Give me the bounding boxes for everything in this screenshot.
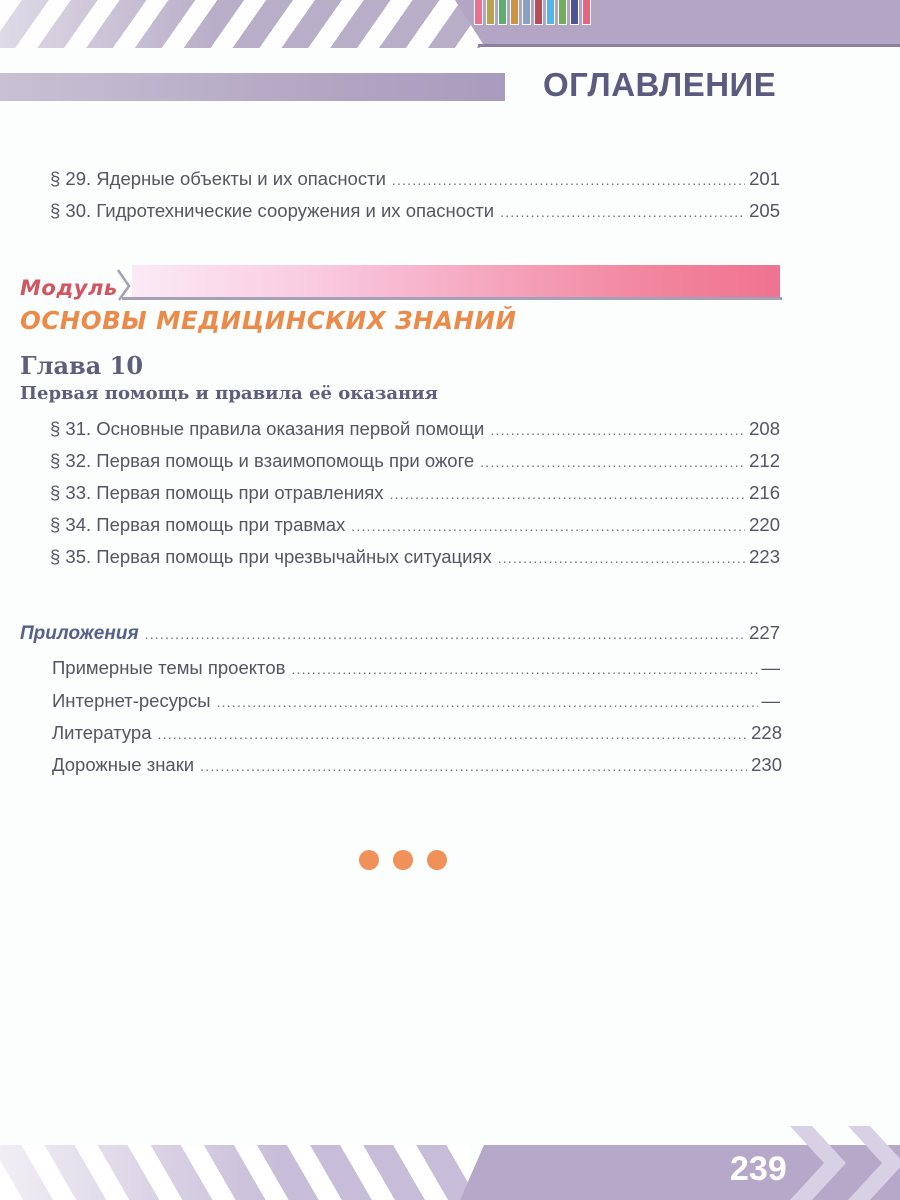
color-bars-decoration: [474, 0, 591, 24]
ornament-dot-icon: [427, 850, 447, 870]
toc-entry-label: § 35. Первая помощь при чрезвычайных ситуациях: [50, 546, 492, 567]
chevron-right-icon: [790, 1126, 850, 1200]
color-bar: [522, 0, 531, 25]
toc-entry-label: Литература: [52, 722, 152, 743]
color-bar: [474, 0, 483, 25]
toc-entry-page: 205: [749, 200, 780, 221]
ornament-dot-icon: [393, 850, 413, 870]
toc-entry-page: 223: [749, 546, 780, 567]
toc-entry[interactable]: [50, 546, 780, 568]
toc-entry-appendix[interactable]: [20, 622, 780, 645]
toc-entry-label: § 31. Основные правила оказания первой помощи: [50, 418, 485, 439]
toc-entry-page: 212: [749, 450, 780, 471]
dot-leader: [490, 422, 745, 438]
header-stripes-decoration: [0, 0, 480, 48]
dot-leader: [392, 172, 745, 188]
module-name: ОСНОВЫ МЕДИЦИНСКИХ ЗНАНИЙ: [20, 306, 517, 335]
toc-entry-label: § 33. Первая помощь при отравлениях: [50, 482, 384, 503]
module-label: Модуль: [20, 276, 118, 300]
toc-entry-page: —: [761, 690, 780, 711]
toc-entry[interactable]: [52, 754, 782, 776]
dot-leader: [351, 518, 745, 534]
color-bar: [510, 0, 519, 25]
ornament-dot-icon: [359, 850, 379, 870]
toc-entry-label: § 32. Первая помощь и взаимопомощь при ожоге: [50, 450, 475, 471]
title-bar-decoration: [0, 73, 505, 101]
color-bar: [582, 0, 591, 25]
dot-leader: [145, 626, 745, 642]
page-number: 239: [730, 1150, 787, 1188]
dot-leader: [158, 726, 748, 742]
color-bar: [534, 0, 543, 25]
chapter-number: Глава 10: [20, 351, 144, 380]
chapter-title: Первая помощь и правила её оказания: [20, 383, 438, 404]
chevron-right-icon: [848, 1126, 900, 1200]
toc-entry[interactable]: [52, 722, 782, 744]
dot-leader: [200, 758, 747, 774]
toc-entry-page: 216: [749, 482, 780, 503]
toc-entry[interactable]: [50, 514, 780, 536]
toc-entry[interactable]: [50, 418, 780, 440]
toc-entry[interactable]: [50, 168, 780, 190]
dot-leader: [498, 550, 745, 566]
toc-entry-page: 208: [749, 418, 780, 439]
toc-entry-page: —: [761, 657, 780, 678]
toc-entry-label: Дорожные знаки: [52, 754, 195, 775]
appendix-label: Приложения: [20, 623, 139, 644]
toc-entry-label: § 29. Ядерные объекты и их опасности: [50, 168, 386, 189]
dot-leader: [480, 454, 745, 470]
color-bar: [558, 0, 567, 25]
module-banner-gradient: [132, 265, 780, 297]
dot-leader: [390, 486, 746, 502]
toc-entry[interactable]: [50, 450, 780, 472]
toc-entry[interactable]: [52, 657, 780, 679]
toc-entry-page: 228: [751, 722, 782, 743]
chevron-right-icon: [115, 268, 143, 302]
toc-entry[interactable]: [52, 690, 780, 712]
header-bar-underline: [478, 44, 900, 47]
toc-entry-page: 227: [749, 622, 780, 643]
toc-entry-label: § 34. Первая помощь при травмах: [50, 514, 346, 535]
toc-entry[interactable]: [50, 482, 780, 504]
color-bar: [570, 0, 579, 25]
toc-entry-page: 201: [749, 168, 780, 189]
toc-entry-label: Примерные темы проектов: [52, 657, 286, 678]
page-title: ОГЛАВЛЕНИЕ: [543, 66, 777, 103]
toc-entry-page: 220: [749, 514, 780, 535]
footer-stripes-decoration: [0, 1145, 470, 1200]
dot-leader: [291, 661, 757, 677]
module-banner-underline: [122, 297, 782, 300]
toc-entry-label: § 30. Гидротехнические сооружения и их опасности: [50, 200, 495, 221]
color-bar: [498, 0, 507, 25]
dot-leader: [500, 204, 745, 220]
color-bar: [486, 0, 495, 25]
dot-leader: [217, 694, 758, 710]
toc-entry[interactable]: [50, 200, 780, 222]
toc-entry-label: Интернет-ресурсы: [52, 690, 211, 711]
toc-entry-page: 230: [751, 754, 782, 775]
color-bar: [546, 0, 555, 25]
